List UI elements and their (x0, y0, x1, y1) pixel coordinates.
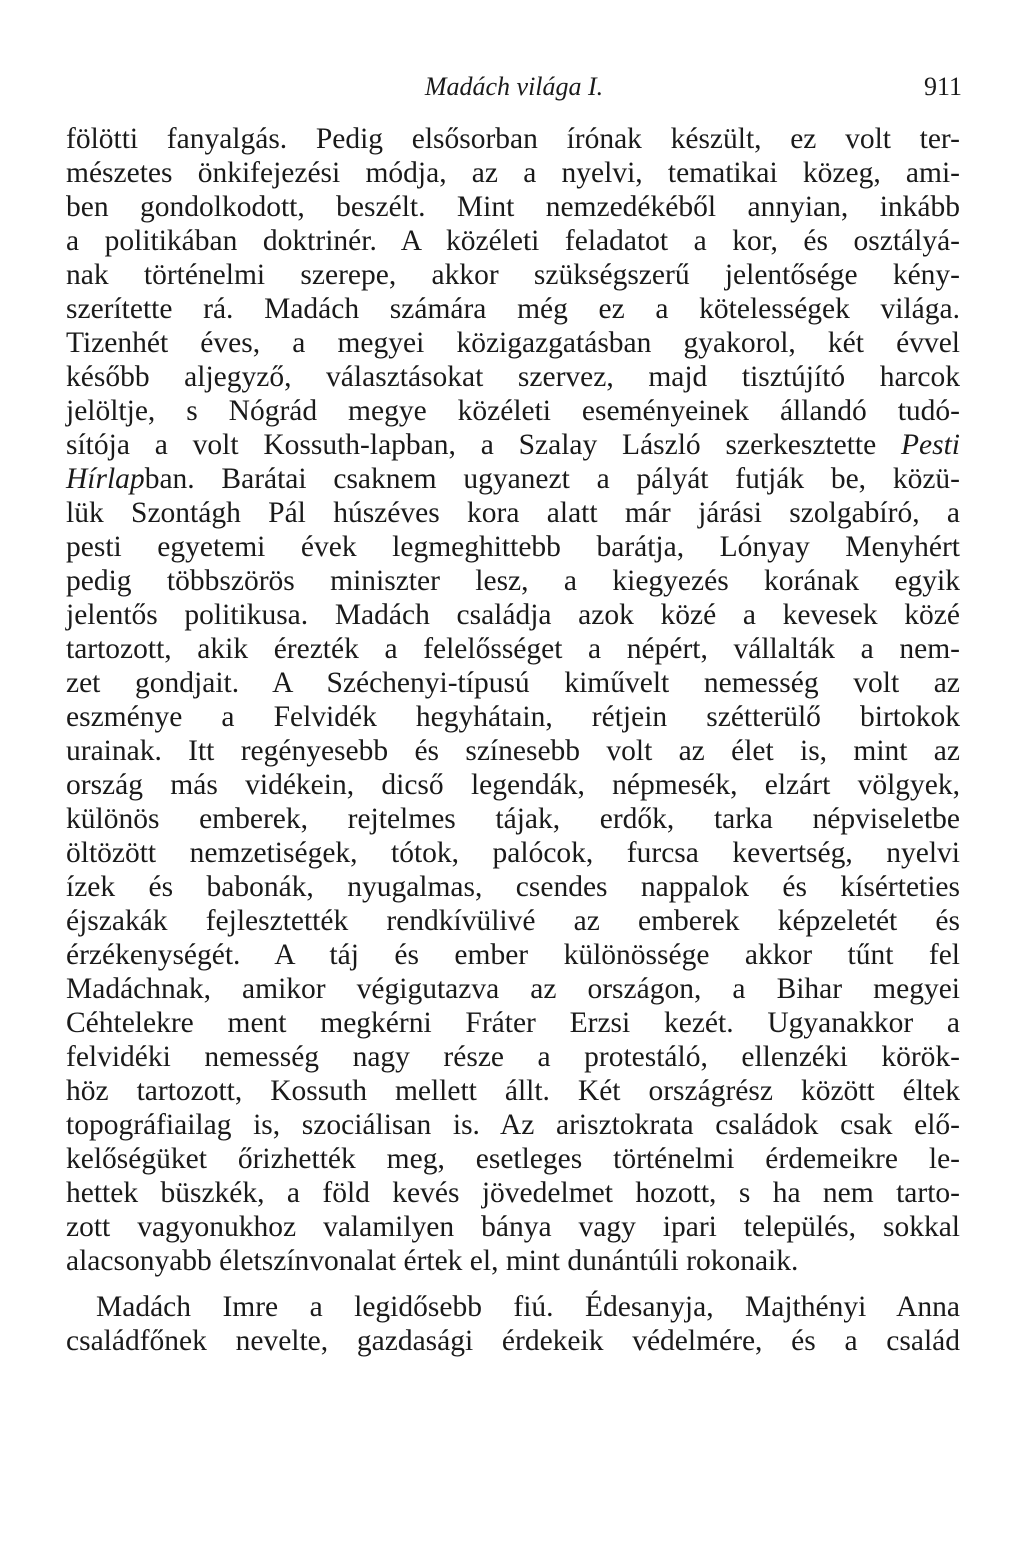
text-line: Céhtelekre ment megkérni Fráter Erzsi kezét. Ugyanakkor a (66, 1007, 960, 1039)
running-title: Madách világa I. (424, 72, 604, 101)
text-line: urainak. Itt regényesebb és színesebb volt az élet is, mint az (66, 735, 960, 767)
text-line: Madáchnak, amikor végigutazva az országon, a Bihar megyei (66, 973, 960, 1005)
text-line: nak történelmi szerepe, akkor szükségszerű jelentősége kény- (66, 259, 960, 291)
text-line: jelöltje, s Nógrád megye közéleti eseményeinek állandó tudó- (66, 395, 960, 427)
text-line: kelőségüket őrizhették meg, esetleges történelmi érdemeikre le- (66, 1143, 960, 1175)
text-line: mészetes önkifejezési módja, az a nyelvi, tematikai közeg, ami- (66, 157, 960, 189)
text-line: lük Szontágh Pál húszéves kora alatt már járási szolgabíró, a (66, 497, 960, 529)
text-line: különös emberek, rejtelmes tájak, erdők, tarka népviseletbe (66, 803, 960, 835)
text-line-with-italic (66, 462, 960, 496)
text-line: fölötti fanyalgás. Pedig elsősorban írónak készült, ez volt ter- (66, 123, 960, 155)
text-line: a politikában doktrinér. A közéleti feladatot a kor, és osztályá- (66, 225, 960, 257)
text-line: ország más vidékein, dicső legendák, népmesék, elzárt völgyek, (66, 769, 960, 801)
text-line: később aljegyző, választásokat szervez, majd tisztújító harcok (66, 361, 960, 393)
italic-title: Pesti (901, 429, 961, 461)
text-line: jelentős politikusa. Madách családja azok közé a kevesek közé (66, 599, 960, 631)
text-line: hettek büszkék, a föld kevés jövedelmet hozott, s ha nem tarto- (66, 1177, 960, 1209)
text-line: pedig többszörös miniszter lesz, a kiegyezés korának egyik (66, 565, 960, 597)
text-line: ben gondolkodott, beszélt. Mint nemzedékéből annyian, inkább (66, 191, 960, 223)
text-line: felvidéki nemesség nagy része a protestáló, ellenzéki körök- (66, 1041, 960, 1073)
page-number: 911 (923, 72, 962, 101)
text-line: éjszakák fejlesztették rendkívülivé az emberek képzeletét és (66, 905, 960, 937)
text-line-with-italic (66, 428, 960, 462)
text-line: pesti egyetemi évek legmeghittebb barátja, Lónyay Menyhért (66, 531, 960, 563)
text-line: szerítette rá. Madách számára még ez a kötelességek világa. (66, 293, 960, 325)
text-line: höz tartozott, Kossuth mellett állt. Két országrész között éltek (66, 1075, 960, 1107)
text-line: érzékenységét. A táj és ember különössége akkor tűnt fel (66, 939, 960, 971)
italic-title: Hírlap (66, 463, 145, 495)
text-line: zott vagyonukhoz valamilyen bánya vagy ipari település, sokkal (66, 1211, 960, 1243)
body-text (66, 122, 960, 1358)
text-line: Tizenhét éves, a megyei közigazgatásban gyakorol, két évvel (66, 327, 960, 359)
text-line: családfőnek nevelte, gazdasági érdekeik védelmére, és a család (66, 1325, 960, 1357)
text-line: Madách Imre a legidősebb fiú. Édesanyja, Majthényi Anna (96, 1291, 960, 1323)
text-line: tartozott, akik érezték a felelősséget a népért, vállalták a nem- (66, 633, 960, 665)
text-line: alacsonyabb életszínvonalat értek el, mint dunántúli rokonaik. (66, 1245, 799, 1277)
text-line: zet gondjait. A Széchenyi-típusú kiművelt nemesség volt az (66, 667, 960, 699)
text-line: topográfiailag is, szociálisan is. Az arisztokrata családok csak elő- (66, 1109, 960, 1141)
text-line: ízek és babonák, nyugalmas, csendes nappalok és kísérteties (66, 871, 960, 903)
text-line: öltözött nemzetiségek, tótok, palócok, furcsa kevertség, nyelvi (66, 837, 960, 869)
text-segment: ban. Barátai csaknem ugyanezt a pályát futják be, közü- (144, 463, 960, 495)
text-segment: sítója a volt Kossuth-lapban, a Szalay László szerkesztette (66, 429, 877, 461)
running-head (66, 72, 962, 112)
text-line: eszménye a Felvidék hegyhátain, rétjein szétterülő birtokok (66, 701, 960, 733)
